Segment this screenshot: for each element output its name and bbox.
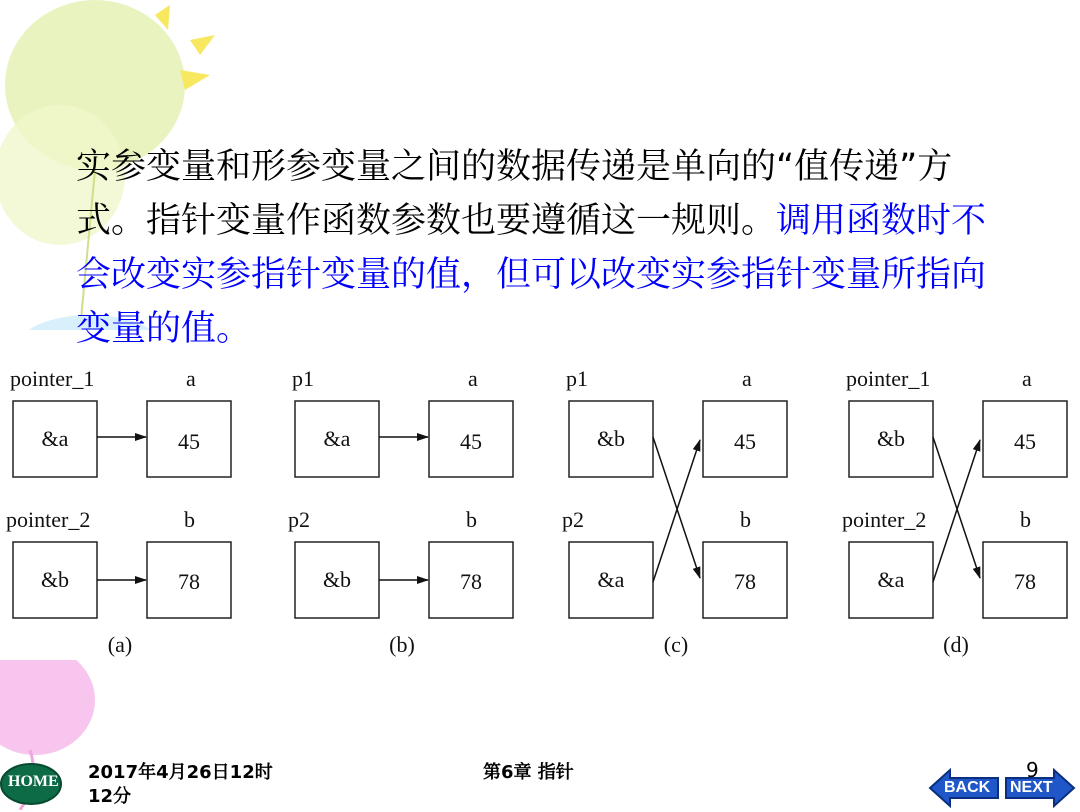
variable-b-value: 78 [460, 569, 482, 594]
home-button[interactable] [0, 762, 64, 806]
pointer-2-value: &b [322, 567, 352, 592]
panel-caption: (a) [107, 632, 133, 657]
pointer-2-name: pointer_2 [842, 507, 927, 532]
variable-a-name: a [186, 366, 196, 391]
back-label: BACK [944, 779, 991, 796]
variable-b-name: b [740, 507, 751, 532]
variable-b-name: b [1020, 507, 1031, 532]
home-label: HOME [8, 773, 59, 790]
variable-a-name: a [1022, 366, 1032, 391]
variable-a-name: a [742, 366, 752, 391]
back-button[interactable] [928, 768, 1000, 808]
paragraph-blue-text: 调用函数时不会改变实参指针变量的值，但可以改变实参指针变量所指向变量的值。 [76, 201, 987, 349]
pointer-2-name: pointer_2 [6, 507, 91, 532]
pointer-1-name: p1 [566, 366, 588, 391]
pointer-2-name: p2 [562, 507, 584, 532]
variable-b-name: b [466, 507, 477, 532]
pointer-2-value: &a [597, 567, 625, 592]
pointer-1-name: pointer_1 [846, 366, 931, 391]
pointer-arrow [653, 440, 700, 582]
pointer-1-value: &a [323, 426, 351, 451]
next-button[interactable] [1004, 768, 1076, 808]
variable-b-value: 78 [734, 569, 756, 594]
footer-date-line1: 2017年4月26日12时 [88, 762, 273, 783]
footer-date [88, 758, 273, 808]
panel-caption: (b) [389, 632, 415, 657]
pointer-2-name: p2 [288, 507, 310, 532]
variable-a-value: 45 [460, 429, 482, 454]
pointer-1-value: &a [41, 426, 69, 451]
panel-caption: (c) [663, 632, 689, 657]
variable-a-value: 45 [734, 429, 756, 454]
panel-caption: (d) [943, 632, 969, 657]
next-label: NEXT [1010, 779, 1053, 796]
paragraph-black-text: 实参变量和形参变量之间的数据传递是单向的“值传递”方式。指针变量作函数参数也要遵循这一规则。 [76, 147, 953, 241]
footer-date-line2: 12分 [88, 786, 132, 807]
pointer-2-value: &a [877, 567, 905, 592]
pointer-arrow [933, 437, 980, 578]
pointer-arrow [933, 440, 980, 582]
variable-a-value: 45 [1014, 429, 1036, 454]
main-paragraph [76, 140, 1006, 356]
pointer-1-value: &b [596, 426, 626, 451]
pointer-1-value: &b [876, 426, 906, 451]
variable-b-value: 78 [178, 569, 200, 594]
page-number: 9 [1026, 758, 1039, 782]
variable-a-name: a [468, 366, 478, 391]
pointer-swap-diagram [0, 360, 1080, 660]
pointer-1-name: p1 [292, 366, 314, 391]
variable-b-value: 78 [1014, 569, 1036, 594]
variable-b-name: b [184, 507, 195, 532]
pointer-arrow [653, 437, 700, 578]
footer-chapter: 第6章 指针 [483, 762, 574, 783]
pointer-1-name: pointer_1 [10, 366, 95, 391]
variable-a-value: 45 [178, 429, 200, 454]
pointer-2-value: &b [40, 567, 70, 592]
